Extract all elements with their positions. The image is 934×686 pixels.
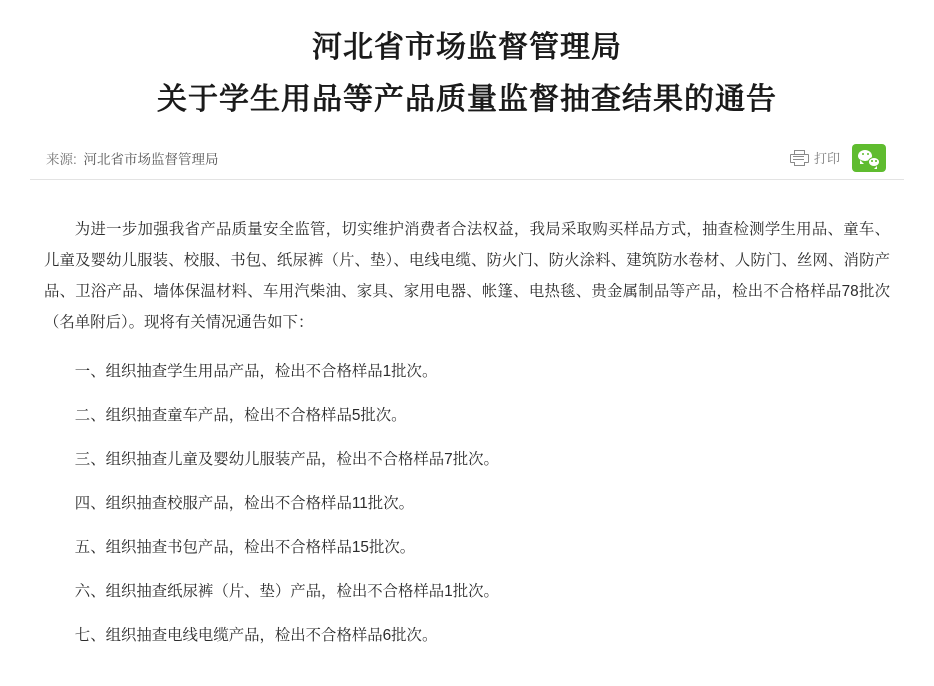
paragraph-item-3: 三、组织抽查儿童及婴幼儿服装产品，检出不合格样品7批次。: [74, 451, 499, 468]
source-label: 来源:: [46, 151, 77, 167]
title-line-2: 关于学生用品等产品质量监督抽查结果的通告: [157, 83, 777, 116]
paragraph-item-4: 四、组织抽查校服产品，检出不合格样品11批次。: [74, 495, 414, 512]
page-title: [0, 0, 934, 126]
paragraph-item-2: 二、组织抽查童车产品，检出不合格样品5批次。: [74, 407, 407, 424]
meta-actions: [790, 144, 886, 172]
share-wechat-button[interactable]: [852, 144, 886, 172]
print-button-label: 打印: [813, 151, 840, 166]
source-value: 河北省市场监督管理局: [83, 151, 219, 167]
print-button[interactable]: [790, 148, 840, 167]
article-body: [0, 180, 934, 651]
wechat-icon: [858, 149, 880, 167]
source-info: [46, 148, 219, 168]
paragraph-item-6: 六、组织抽查纸尿裤（片、垫）产品，检出不合格样品1批次。: [74, 583, 499, 600]
title-line-1: 河北省市场监督管理局: [312, 31, 622, 64]
article-meta-bar: [30, 136, 904, 180]
printer-icon: [790, 150, 809, 166]
paragraph-item-1: 一、组织抽查学生用品产品，检出不合格样品1批次。: [74, 363, 438, 380]
paragraph-item-5: 五、组织抽查书包产品，检出不合格样品15批次。: [74, 539, 416, 556]
paragraph-item-7: 七、组织抽查电线电缆产品，检出不合格样品6批次。: [74, 627, 438, 644]
paragraph-lead: 为进一步加强我省产品质量安全监管，切实维护消费者合法权益，我局采取购买样品方式，抽查检测学生用品、童车、儿童及婴幼儿服装、校服、书包、纸尿裤（片、垫）、电线电缆、防火门、防火涂料、建筑防水卷材、人防门、丝网、消防产品、卫浴产品、墙体保温材料、车用汽柴油、家具、家用电器、帐篷、电热毯、贵金属制品等产品，检出不合格样品78批次（名单附后）。现将有关情况通告如下：: [44, 221, 890, 331]
